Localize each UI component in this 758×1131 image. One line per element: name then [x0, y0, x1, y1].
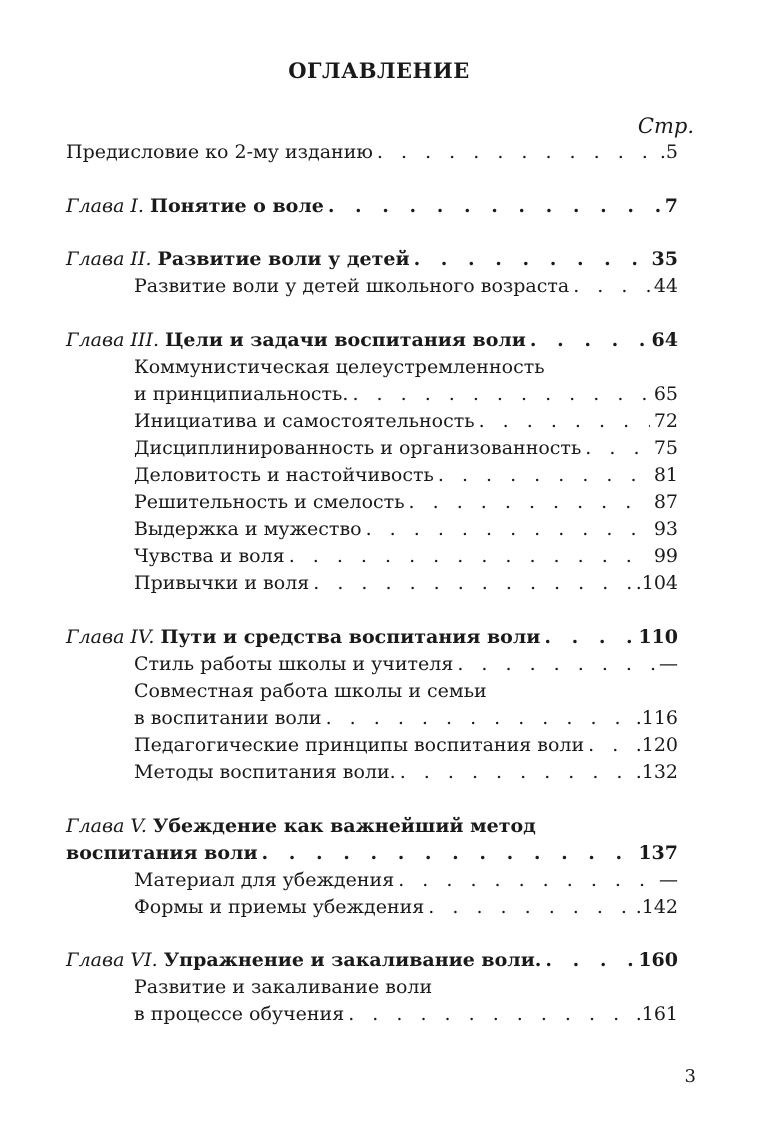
- toc-entry-text: в воспитании воли: [134, 707, 322, 729]
- dot-leader: [366, 516, 650, 543]
- dot-leader: [530, 327, 648, 354]
- page-title: ОГЛАВЛЕНИЕ: [288, 58, 470, 83]
- page-number: 3: [684, 1066, 696, 1087]
- chapter-label: Глава VI.: [66, 949, 158, 971]
- dot-leader: [326, 705, 632, 732]
- toc-chapter-5-line1[interactable]: [66, 813, 536, 840]
- dot-leader: [438, 462, 650, 489]
- toc-entry-ch5-2[interactable]: [134, 894, 678, 921]
- dot-leader: [409, 489, 650, 516]
- toc-entry-page: 72: [653, 410, 678, 432]
- chapter-title-cont: воспитания воли: [66, 842, 258, 864]
- dot-leader: [588, 732, 632, 759]
- toc-chapter-4[interactable]: [66, 624, 678, 651]
- toc-entry-text: Педагогические принципы воспитания воли: [134, 734, 585, 756]
- toc-entry-ch5-1[interactable]: [134, 867, 678, 894]
- toc-entry-text: Деловитость и настойчивость: [134, 464, 434, 486]
- toc-entry-page: —: [659, 653, 678, 675]
- toc-entry-text: Привычки и воля: [134, 572, 310, 594]
- chapter-label: Глава IV.: [66, 626, 155, 648]
- chapter-title: Пути и средства воспитания воли: [160, 626, 541, 648]
- toc-entry-text: и принципиальность.: [134, 383, 349, 405]
- chapter-title: Цели и задачи воспитания воли: [165, 329, 526, 351]
- page-column-label: Стр.: [637, 114, 694, 138]
- toc-entry-text: Методы воспитания воли.: [134, 761, 396, 783]
- dot-leader: [262, 840, 635, 867]
- toc-entry-page: .132: [635, 761, 678, 783]
- toc-entry-ch6-1-line1[interactable]: Развитие и закаливание воли: [134, 976, 433, 998]
- toc-entry-text: Материал для убеждения: [134, 869, 395, 891]
- toc-entry-ch6-1[interactable]: [134, 1001, 678, 1028]
- chapter-label: Глава III.: [66, 329, 159, 351]
- toc-entry-page: 65: [653, 383, 678, 405]
- dot-leader: [545, 947, 634, 974]
- toc-entry-page: 93: [653, 518, 678, 540]
- toc-entry-text: Предисловие ко 2-му изданию: [66, 141, 373, 163]
- toc-entry-text: Стиль работы школы и учителя: [134, 653, 454, 675]
- dot-leader: [544, 624, 634, 651]
- toc-entry-text: в процессе обучения: [134, 1003, 345, 1025]
- toc-entry-text: Чувства и воля: [134, 545, 285, 567]
- toc-entry-page: .104: [635, 572, 678, 594]
- chapter-title: Понятие о воле: [150, 195, 324, 217]
- dot-leader: [414, 246, 648, 273]
- toc-entry-page: 81: [653, 464, 678, 486]
- chapter-label: Глава I.: [66, 195, 144, 217]
- toc-entry-text: Выдержка и мужество: [134, 518, 362, 540]
- chapter-page: 110: [638, 626, 678, 648]
- chapter-title: Упражнение и закаливание воли.: [163, 949, 542, 971]
- toc-entry-preface[interactable]: [66, 139, 678, 166]
- toc-entry-ch4-1[interactable]: [134, 651, 678, 678]
- toc-entry-page: .116: [635, 707, 678, 729]
- toc-entry-ch3-2[interactable]: [134, 408, 678, 435]
- dot-leader: [398, 867, 655, 894]
- dot-leader: [400, 759, 632, 786]
- dot-leader: [348, 1001, 631, 1028]
- chapter-title: Убеждение как важнейший метод: [152, 815, 536, 837]
- toc-entry-text: Развитие воли у детей школьного возраста: [134, 275, 570, 297]
- toc-entry-ch3-6[interactable]: [134, 516, 678, 543]
- toc-entry-page: .161: [635, 1003, 678, 1025]
- toc-entry-ch4-2-line1[interactable]: Совместная работа школы и семьи: [134, 680, 487, 702]
- dot-leader: [377, 139, 656, 166]
- dot-leader: [313, 570, 631, 597]
- toc-entry-page: .142: [635, 896, 678, 918]
- dot-leader: [328, 193, 661, 220]
- toc-entry-page: 87: [653, 491, 678, 513]
- toc-entry-ch3-1[interactable]: [134, 381, 678, 408]
- dot-leader: [457, 651, 655, 678]
- toc-entry-ch4-4[interactable]: [134, 759, 678, 786]
- toc-entry-ch3-1-line1[interactable]: Коммунистическая целеустремленность: [134, 356, 545, 378]
- dot-leader: [585, 435, 650, 462]
- dot-leader: [479, 408, 650, 435]
- toc-entry-page: —: [659, 869, 678, 891]
- chapter-label: Глава II.: [66, 248, 152, 270]
- dot-leader: [289, 543, 650, 570]
- toc-chapter-2[interactable]: [66, 246, 678, 273]
- toc-entry-ch3-4[interactable]: [134, 462, 678, 489]
- toc-entry-text: Дисциплинированность и организованность: [134, 437, 582, 459]
- toc-entry-ch3-5[interactable]: [134, 489, 678, 516]
- toc-entry-text: Формы и приемы убеждения: [134, 896, 425, 918]
- dot-leader: [573, 273, 650, 300]
- toc-entry-ch4-2[interactable]: [134, 705, 678, 732]
- chapter-label: Глава V.: [66, 815, 147, 837]
- toc-entry-page: 44: [653, 275, 678, 297]
- toc-entry-ch3-3[interactable]: [134, 435, 678, 462]
- chapter-page: 137: [638, 842, 678, 864]
- toc-entry-ch3-8[interactable]: [134, 570, 678, 597]
- toc-entry-text: Решительность и смелость: [134, 491, 405, 513]
- toc-entry-page: 99: [653, 545, 678, 567]
- toc-entry-text: Инициатива и самостоятельность: [134, 410, 475, 432]
- chapter-page: 64: [651, 329, 678, 351]
- toc-chapter-1[interactable]: [66, 193, 678, 220]
- toc-chapter-3[interactable]: [66, 327, 678, 354]
- chapter-page: 35: [651, 248, 678, 270]
- dot-leader: [428, 894, 631, 921]
- toc-entry-page: .5: [659, 141, 678, 163]
- toc-entry-page: 75: [653, 437, 678, 459]
- toc-chapter-5[interactable]: [66, 840, 678, 867]
- chapter-page: 7: [664, 195, 678, 217]
- toc-entry-ch4-3[interactable]: [134, 732, 678, 759]
- chapter-title: Развитие воли у детей: [157, 248, 410, 270]
- toc-entry-ch3-7[interactable]: [134, 543, 678, 570]
- toc-entry-page: .120: [635, 734, 678, 756]
- toc-entry-ch2-1[interactable]: [134, 273, 678, 300]
- toc-chapter-6[interactable]: [66, 947, 678, 974]
- chapter-page: 160: [638, 949, 678, 971]
- dot-leader: [352, 381, 649, 408]
